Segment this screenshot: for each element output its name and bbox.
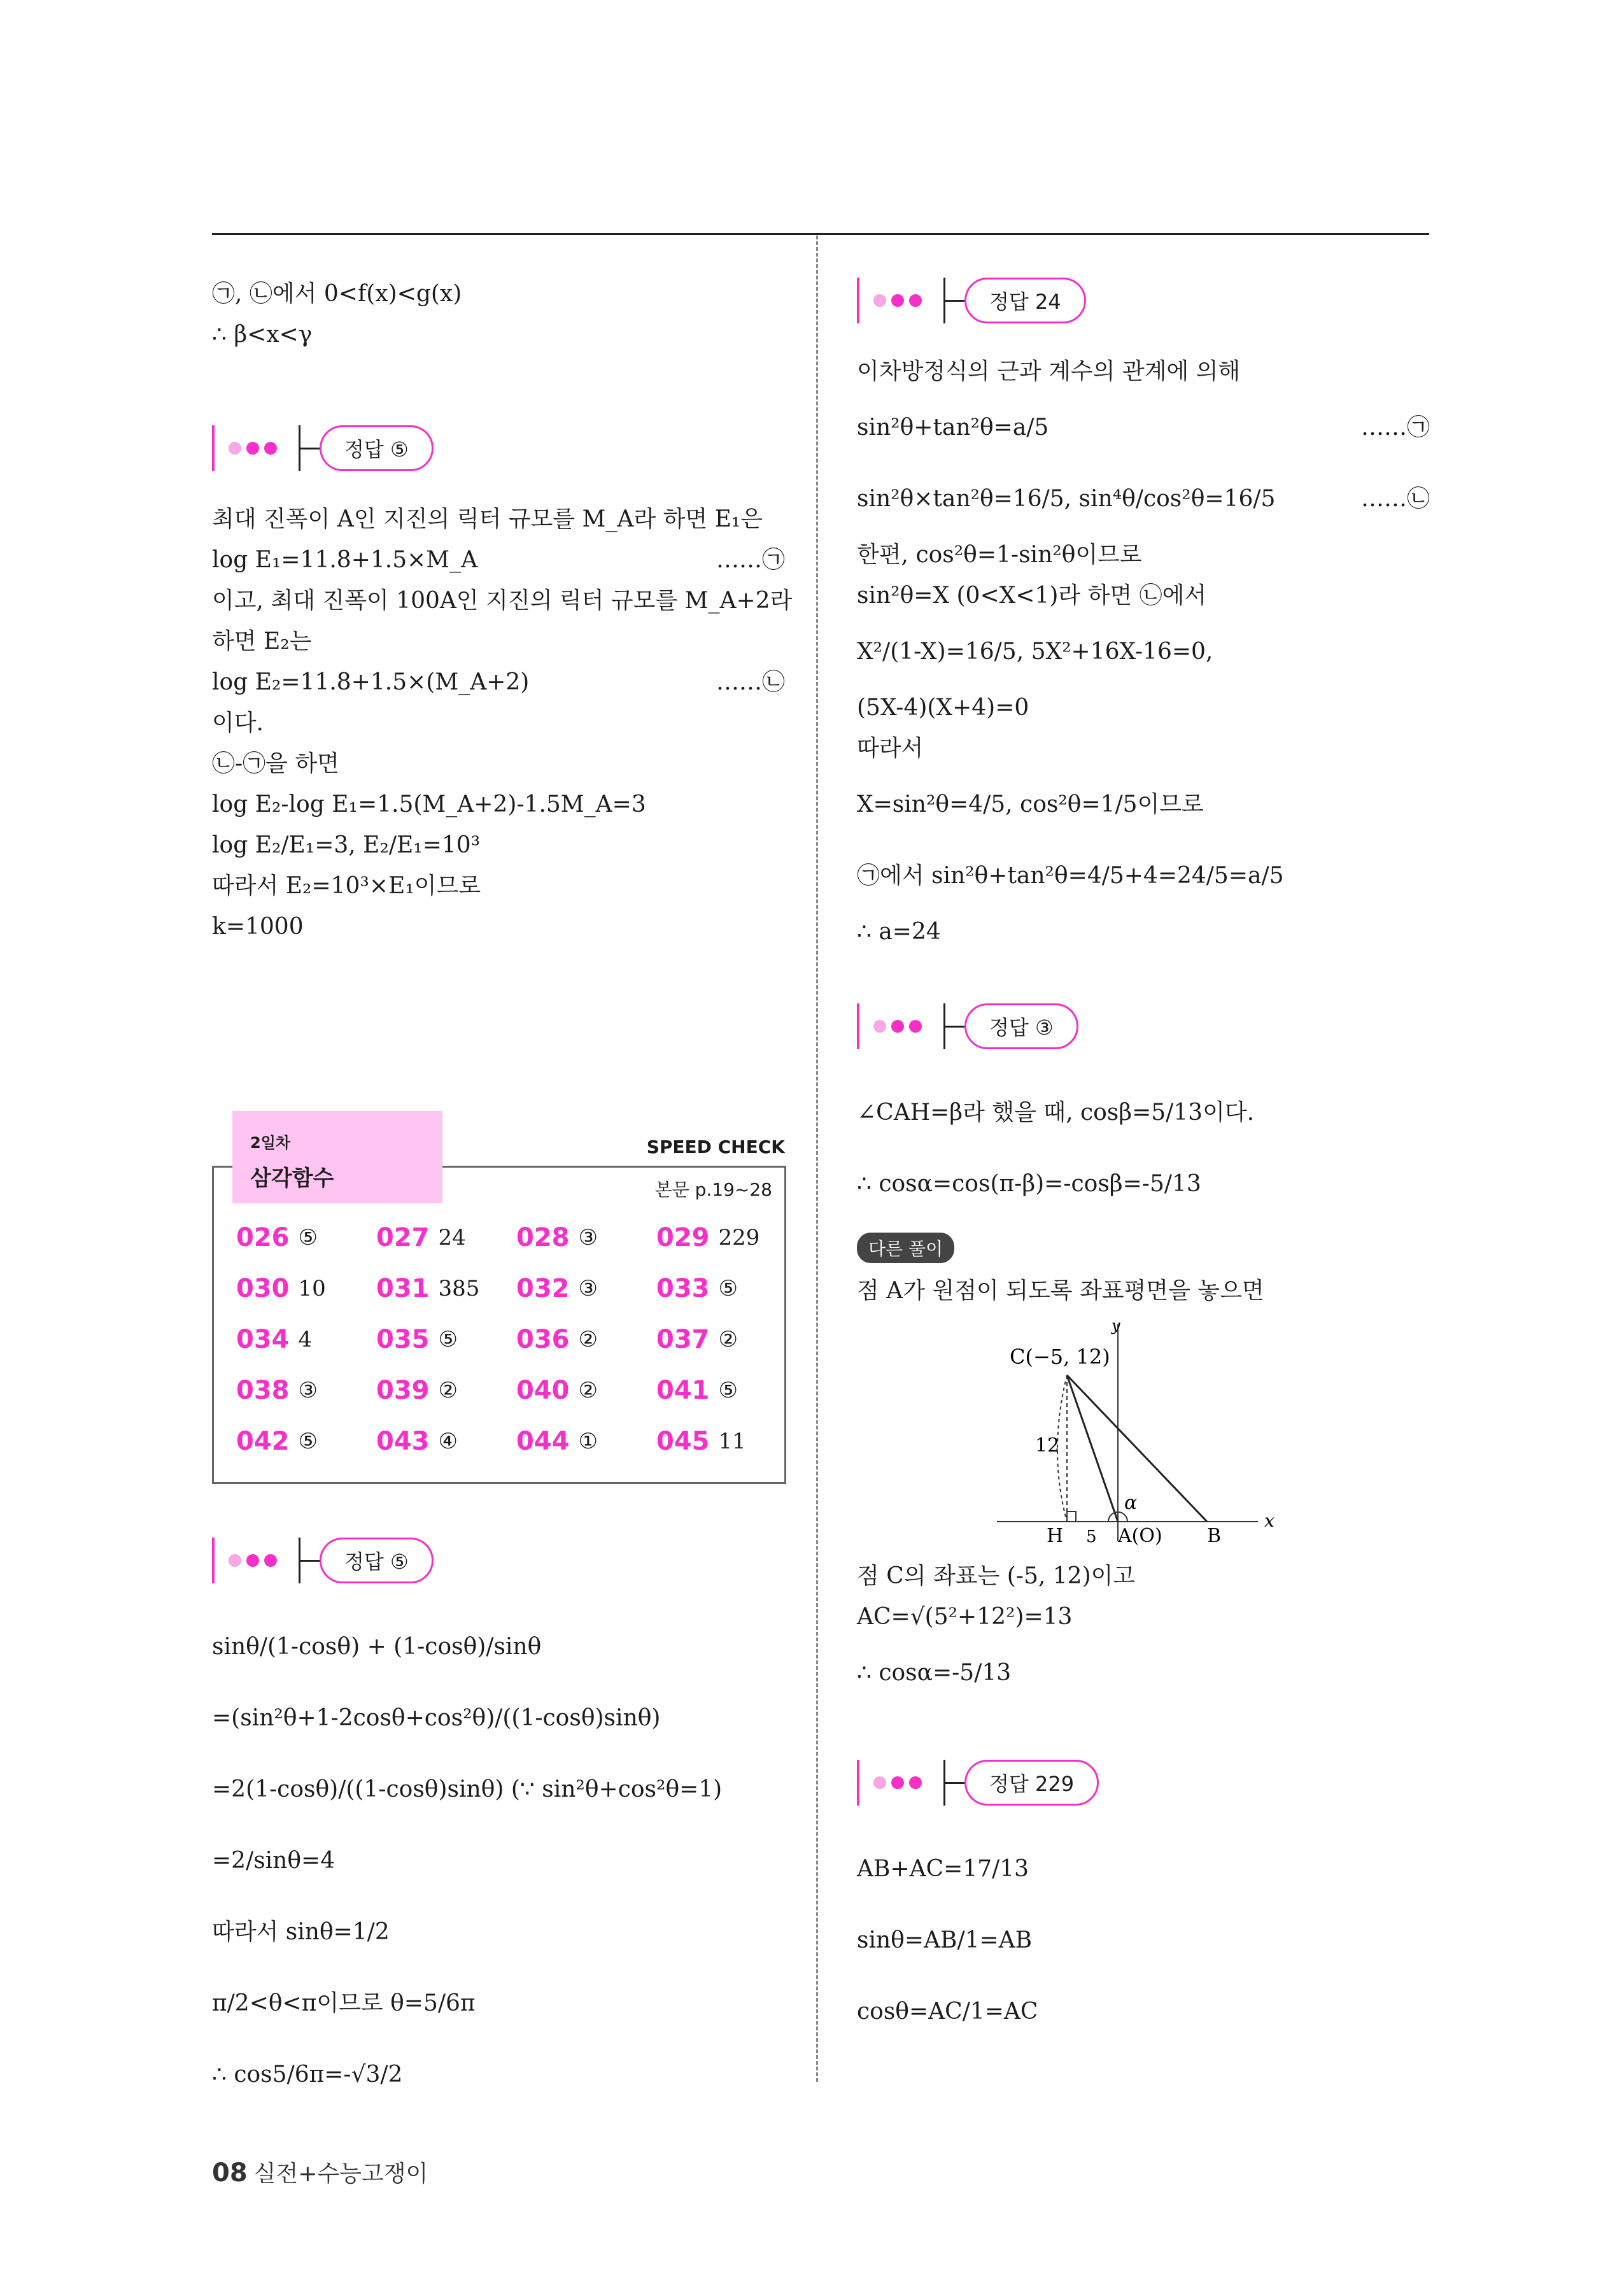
answer-pill: 정답 229 xyxy=(964,1760,1099,1806)
label-h: H xyxy=(1047,1525,1064,1547)
text-line xyxy=(857,392,1430,463)
label-x: x xyxy=(1264,1510,1274,1531)
problem-answer: ⑤ xyxy=(718,1276,738,1301)
page-footer xyxy=(212,2156,428,2188)
book-title: 실전+수능고쟁이 xyxy=(253,2161,428,2187)
equation: X²/(1-X)=16/5, 5X²+16X-16=0, xyxy=(857,639,1213,665)
problem-answer: ⑤ xyxy=(438,1327,458,1352)
text-line: ∴ β<x<γ xyxy=(212,322,313,348)
problem-number: 026 xyxy=(236,1223,290,1252)
problem-number: 042 xyxy=(236,1427,290,1456)
problem-answer: 10 xyxy=(298,1276,326,1301)
problem-number: 035 xyxy=(376,1325,430,1354)
text-line: 이고, 최대 진폭이 100A인 지진의 릭터 규모를 M_A+2라 xyxy=(212,588,793,614)
equation: log E₂=11.8+1.5×(M_A+2) xyxy=(212,669,530,695)
problem-answer: 24 xyxy=(438,1225,466,1250)
equation: ∴ cosα=-5/13 xyxy=(857,1660,1012,1686)
day-label-box xyxy=(232,1111,442,1203)
label-alpha: α xyxy=(1124,1492,1138,1514)
problem-number: 043 xyxy=(376,1427,430,1456)
equation: ㉠에서 sin²θ+tan²θ=4/5+4=24/5=a/5 xyxy=(857,863,1284,889)
speed-check-item xyxy=(236,1371,376,1410)
speed-check-item xyxy=(656,1218,796,1257)
text-line: 점 A가 원점이 되도록 좌표평면을 놓으면 xyxy=(857,1278,1264,1304)
right-column xyxy=(857,274,1430,2048)
equation: ∴ a=24 xyxy=(857,919,941,945)
problem-number: 027 xyxy=(376,1223,430,1252)
text-line: 따라서 E₂=10³×E₁이므로 xyxy=(212,873,481,899)
segment-ca xyxy=(1067,1375,1118,1522)
text-line xyxy=(212,540,785,581)
equation: sin²θ×tan²θ=16/5, sin⁴θ/cos²θ=16/5 xyxy=(857,486,1276,512)
equation: ∠CAH=β라 했을 때, cosβ=5/13이다. xyxy=(857,1100,1255,1126)
left-column xyxy=(212,274,793,947)
eq-tag: ……㉡ xyxy=(1360,486,1430,512)
problem-answer: ⑤ xyxy=(718,1378,738,1403)
text-line xyxy=(212,662,785,703)
problem-answer: ② xyxy=(578,1327,598,1352)
problem-answer: ① xyxy=(578,1429,598,1454)
equation: X=sin²θ=4/5, cos²θ=1/5이므로 xyxy=(857,791,1204,817)
speed-check-item xyxy=(656,1320,796,1359)
answer-header xyxy=(857,1756,1430,1809)
speed-check-item xyxy=(376,1422,516,1461)
text-line: 하면 E₂는 xyxy=(212,628,312,654)
equation: =2/sinθ=4 xyxy=(212,1848,335,1874)
speed-check-item xyxy=(656,1269,796,1308)
text-line: ㉠, ㉡에서 0<f(x)<g(x) xyxy=(212,281,462,307)
text-line: ㉡-㉠을 하면 xyxy=(212,751,339,777)
text-line xyxy=(857,463,1430,535)
answer-pill: 정답 ③ xyxy=(964,1003,1078,1049)
problem-number: 041 xyxy=(656,1376,710,1405)
problem-answer: ② xyxy=(718,1327,738,1352)
label-a: A(O) xyxy=(1118,1525,1162,1547)
right-angle-mark xyxy=(1067,1511,1076,1522)
page-number: 08 xyxy=(212,2158,248,2188)
equation: ∴ cos5/6π=-√3/2 xyxy=(212,2062,403,2088)
problem-answer: ② xyxy=(438,1378,458,1403)
speed-check-item xyxy=(376,1320,516,1359)
problem-number: 031 xyxy=(376,1274,430,1303)
problem-number: 034 xyxy=(236,1325,290,1354)
problem-number: 039 xyxy=(376,1376,430,1405)
equation: k=1000 xyxy=(212,914,304,940)
problem-number: 040 xyxy=(516,1376,570,1405)
speed-check-item xyxy=(236,1422,376,1461)
equation: AB+AC=17/13 xyxy=(857,1856,1029,1882)
speed-check-item xyxy=(376,1269,516,1308)
speed-check-item xyxy=(236,1218,376,1257)
problem-number: 038 xyxy=(236,1376,290,1405)
equation: =(sin²θ+1-2cosθ+cos²θ)/((1-cosθ)sinθ) xyxy=(212,1705,661,1731)
top-rule xyxy=(212,233,1429,235)
speed-check-item xyxy=(516,1320,656,1359)
page-range: 본문 p.19~28 xyxy=(654,1179,772,1200)
problem-answer: 229 xyxy=(718,1225,760,1250)
speed-check-item xyxy=(516,1218,656,1257)
answer-header xyxy=(857,274,1430,327)
answer-pill: 정답 ⑤ xyxy=(320,425,434,471)
speed-check-heading: SPEED CHECK xyxy=(646,1136,785,1157)
answer-header xyxy=(212,1534,785,1587)
problem-number: 030 xyxy=(236,1274,290,1303)
text-line: 따라서 xyxy=(857,735,924,761)
text-line: 한편, cos²θ=1-sin²θ이므로 xyxy=(857,542,1142,568)
problem-number: 036 xyxy=(516,1325,570,1354)
equation: log E₂/E₁=3, E₂/E₁=10³ xyxy=(212,832,481,858)
speed-check-item xyxy=(656,1422,796,1461)
problem-number: 045 xyxy=(656,1427,710,1456)
alternate-solution-badge: 다른 풀이 xyxy=(857,1233,954,1263)
equation: cosθ=AC/1=AC xyxy=(857,1999,1038,2025)
equation: log E₁=11.8+1.5×M_A xyxy=(212,547,478,573)
label-b: B xyxy=(1207,1525,1222,1547)
label-5: 5 xyxy=(1086,1527,1097,1546)
speed-check-item xyxy=(516,1269,656,1308)
problem-answer: ⑤ xyxy=(298,1429,318,1454)
speed-check-item xyxy=(656,1371,796,1410)
problem-answer: ⑤ xyxy=(298,1225,318,1250)
answer-header xyxy=(212,421,785,475)
problem-number: 032 xyxy=(516,1274,570,1303)
speed-check-box xyxy=(212,1111,785,1480)
label-y: y xyxy=(1112,1318,1120,1334)
equation: 따라서 sinθ=1/2 xyxy=(212,1919,390,1945)
text-line: 이다. xyxy=(212,710,264,736)
equation: log E₂-log E₁=1.5(M_A+2)-1.5M_A=3 xyxy=(212,791,646,817)
eq-tag: ……㉡ xyxy=(716,669,785,695)
equation: π/2<θ<π이므로 θ=5/6π xyxy=(212,1990,476,2016)
text-line: 최대 진폭이 A인 지진의 릭터 규모를 M_A라 하면 E₁은 xyxy=(212,506,763,532)
eq-tag: ……㉠ xyxy=(716,547,785,573)
problem-number: 044 xyxy=(516,1427,570,1456)
equation: ∴ cosα=cos(π-β)=-cosβ=-5/13 xyxy=(857,1171,1201,1197)
eq-tag: ……㉠ xyxy=(1360,414,1430,441)
speed-check-item xyxy=(516,1422,656,1461)
text-line: 이차방정식의 근과 계수의 관계에 의해 xyxy=(857,358,1241,385)
label-c: C(−5, 12) xyxy=(1010,1345,1110,1369)
problem-answer: ② xyxy=(578,1378,598,1403)
label-12: 12 xyxy=(1035,1434,1060,1457)
problem-answer: ③ xyxy=(298,1378,318,1403)
text-line: 점 C의 좌표는 (-5, 12)이고 xyxy=(857,1563,1136,1589)
equation: AC=√(5²+12²)=13 xyxy=(857,1604,1073,1630)
day-label: 2일차 xyxy=(250,1134,291,1152)
equation: (5X-4)(X+4)=0 xyxy=(857,695,1029,721)
answer-pill: 정답 24 xyxy=(964,278,1086,323)
problem-answer: ③ xyxy=(578,1276,598,1301)
answer-grid xyxy=(236,1218,777,1461)
answer-pill: 정답 ⑤ xyxy=(320,1538,434,1583)
speed-check-item xyxy=(236,1320,376,1359)
speed-check-item xyxy=(376,1218,516,1257)
equation: sin²θ+tan²θ=a/5 xyxy=(857,414,1049,441)
column-divider xyxy=(816,236,818,2082)
problem-answer: 4 xyxy=(298,1327,313,1352)
equation: sinθ/(1-cosθ) + (1-cosθ)/sinθ xyxy=(212,1634,542,1660)
chapter-title: 삼각함수 xyxy=(250,1166,334,1191)
problem-number: 037 xyxy=(656,1325,710,1354)
problem-number: 029 xyxy=(656,1223,710,1252)
speed-check-item xyxy=(376,1371,516,1410)
equation: sinθ=AB/1=AB xyxy=(857,1927,1033,1953)
problem-answer: 11 xyxy=(718,1429,746,1454)
problem-answer: ③ xyxy=(578,1225,598,1250)
problem-answer: ④ xyxy=(438,1429,458,1454)
problem-number: 028 xyxy=(516,1223,570,1252)
problem-number: 033 xyxy=(656,1274,710,1303)
left-lower xyxy=(212,1525,785,2111)
speed-check-item xyxy=(236,1269,376,1308)
problem-answer: 385 xyxy=(438,1276,480,1301)
coordinate-figure xyxy=(997,1318,1290,1547)
equation: =2(1-cosθ)/((1-cosθ)sinθ) (∵ sin²θ+cos²θ=1) xyxy=(212,1776,723,1802)
text-line: sin²θ=X (0<X<1)라 하면 ㉡에서 xyxy=(857,583,1207,609)
answer-header xyxy=(857,1000,1430,1053)
speed-check-item xyxy=(516,1371,656,1410)
